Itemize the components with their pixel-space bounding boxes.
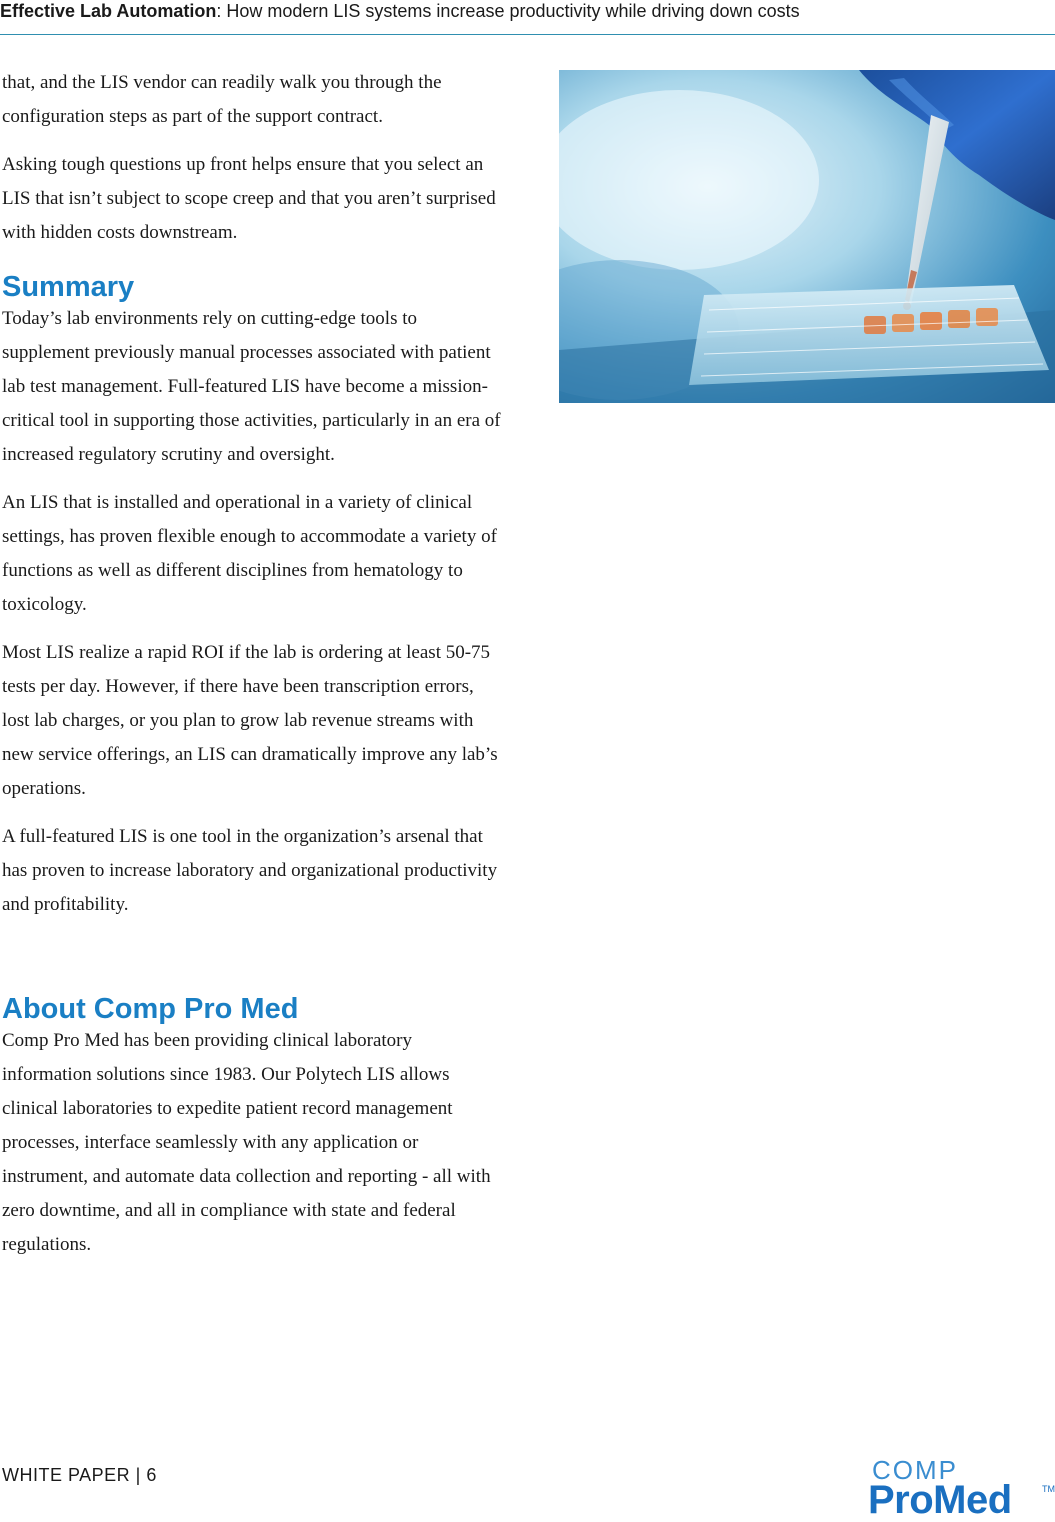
logo-trademark: TM bbox=[1042, 1484, 1055, 1494]
header-title-bold: Effective Lab Automation bbox=[0, 1, 217, 21]
logo-comp-text: COMP bbox=[872, 1455, 958, 1485]
logo-promed-text: ProMed bbox=[868, 1478, 1012, 1522]
main-column bbox=[2, 66, 502, 1276]
page-header bbox=[0, 0, 1055, 35]
paragraph: An LIS that is installed and operational in a variety of clinical settings, has proven flexible enough to accommodate a variety of functions as well as different disciplines from hematology to toxicology. bbox=[2, 492, 497, 615]
summary-heading: Summary bbox=[2, 271, 135, 303]
about-heading: About Comp Pro Med bbox=[2, 993, 299, 1025]
paragraph: Comp Pro Med has been providing clinical laboratory information solutions since 1983. Our Polytech LIS allows clinical laboratories to expedite patient record management processes, interface seamlessly with any application or instrument, and automate data collection and reporting - all with zero downtime, and all in compliance with state and federal regulations. bbox=[2, 1030, 491, 1255]
paragraph: that, and the LIS vendor can readily walk you through the configuration steps as part of the support contract. bbox=[2, 72, 442, 127]
paragraph: Today’s lab environments rely on cutting-edge tools to supplement previously manual processes associated with patient lab test management. Full-featured LIS have become a mission-critical tool in supporting those activities, particularly in an era of increased regulatory scrutiny and oversight. bbox=[2, 308, 501, 465]
paragraph: A full-featured LIS is one tool in the organization’s arsenal that has proven to increase laboratory and organizational productivity and profitability. bbox=[2, 826, 498, 915]
lab-pipette-photo bbox=[559, 70, 1055, 403]
footer-label: WHITE PAPER | 6 bbox=[2, 1465, 157, 1485]
lab-photo-illustration bbox=[559, 70, 1055, 403]
header-title-rest: : How modern LIS systems increase productivity while driving down costs bbox=[216, 1, 800, 21]
paragraph: Asking tough questions up front helps ensure that you select an LIS that isn’t subject to scope creep and that you aren’t surprised with hidden costs downstream. bbox=[2, 154, 496, 243]
paragraph: Most LIS realize a rapid ROI if the lab is ordering at least 50-75 tests per day. However, if there have been transcription errors, lost lab charges, or you plan to grow lab revenue streams with new service offerings, an LIS can dramatically improve any lab’s operations. bbox=[2, 642, 498, 799]
comp-promed-logo bbox=[868, 1456, 1055, 1521]
